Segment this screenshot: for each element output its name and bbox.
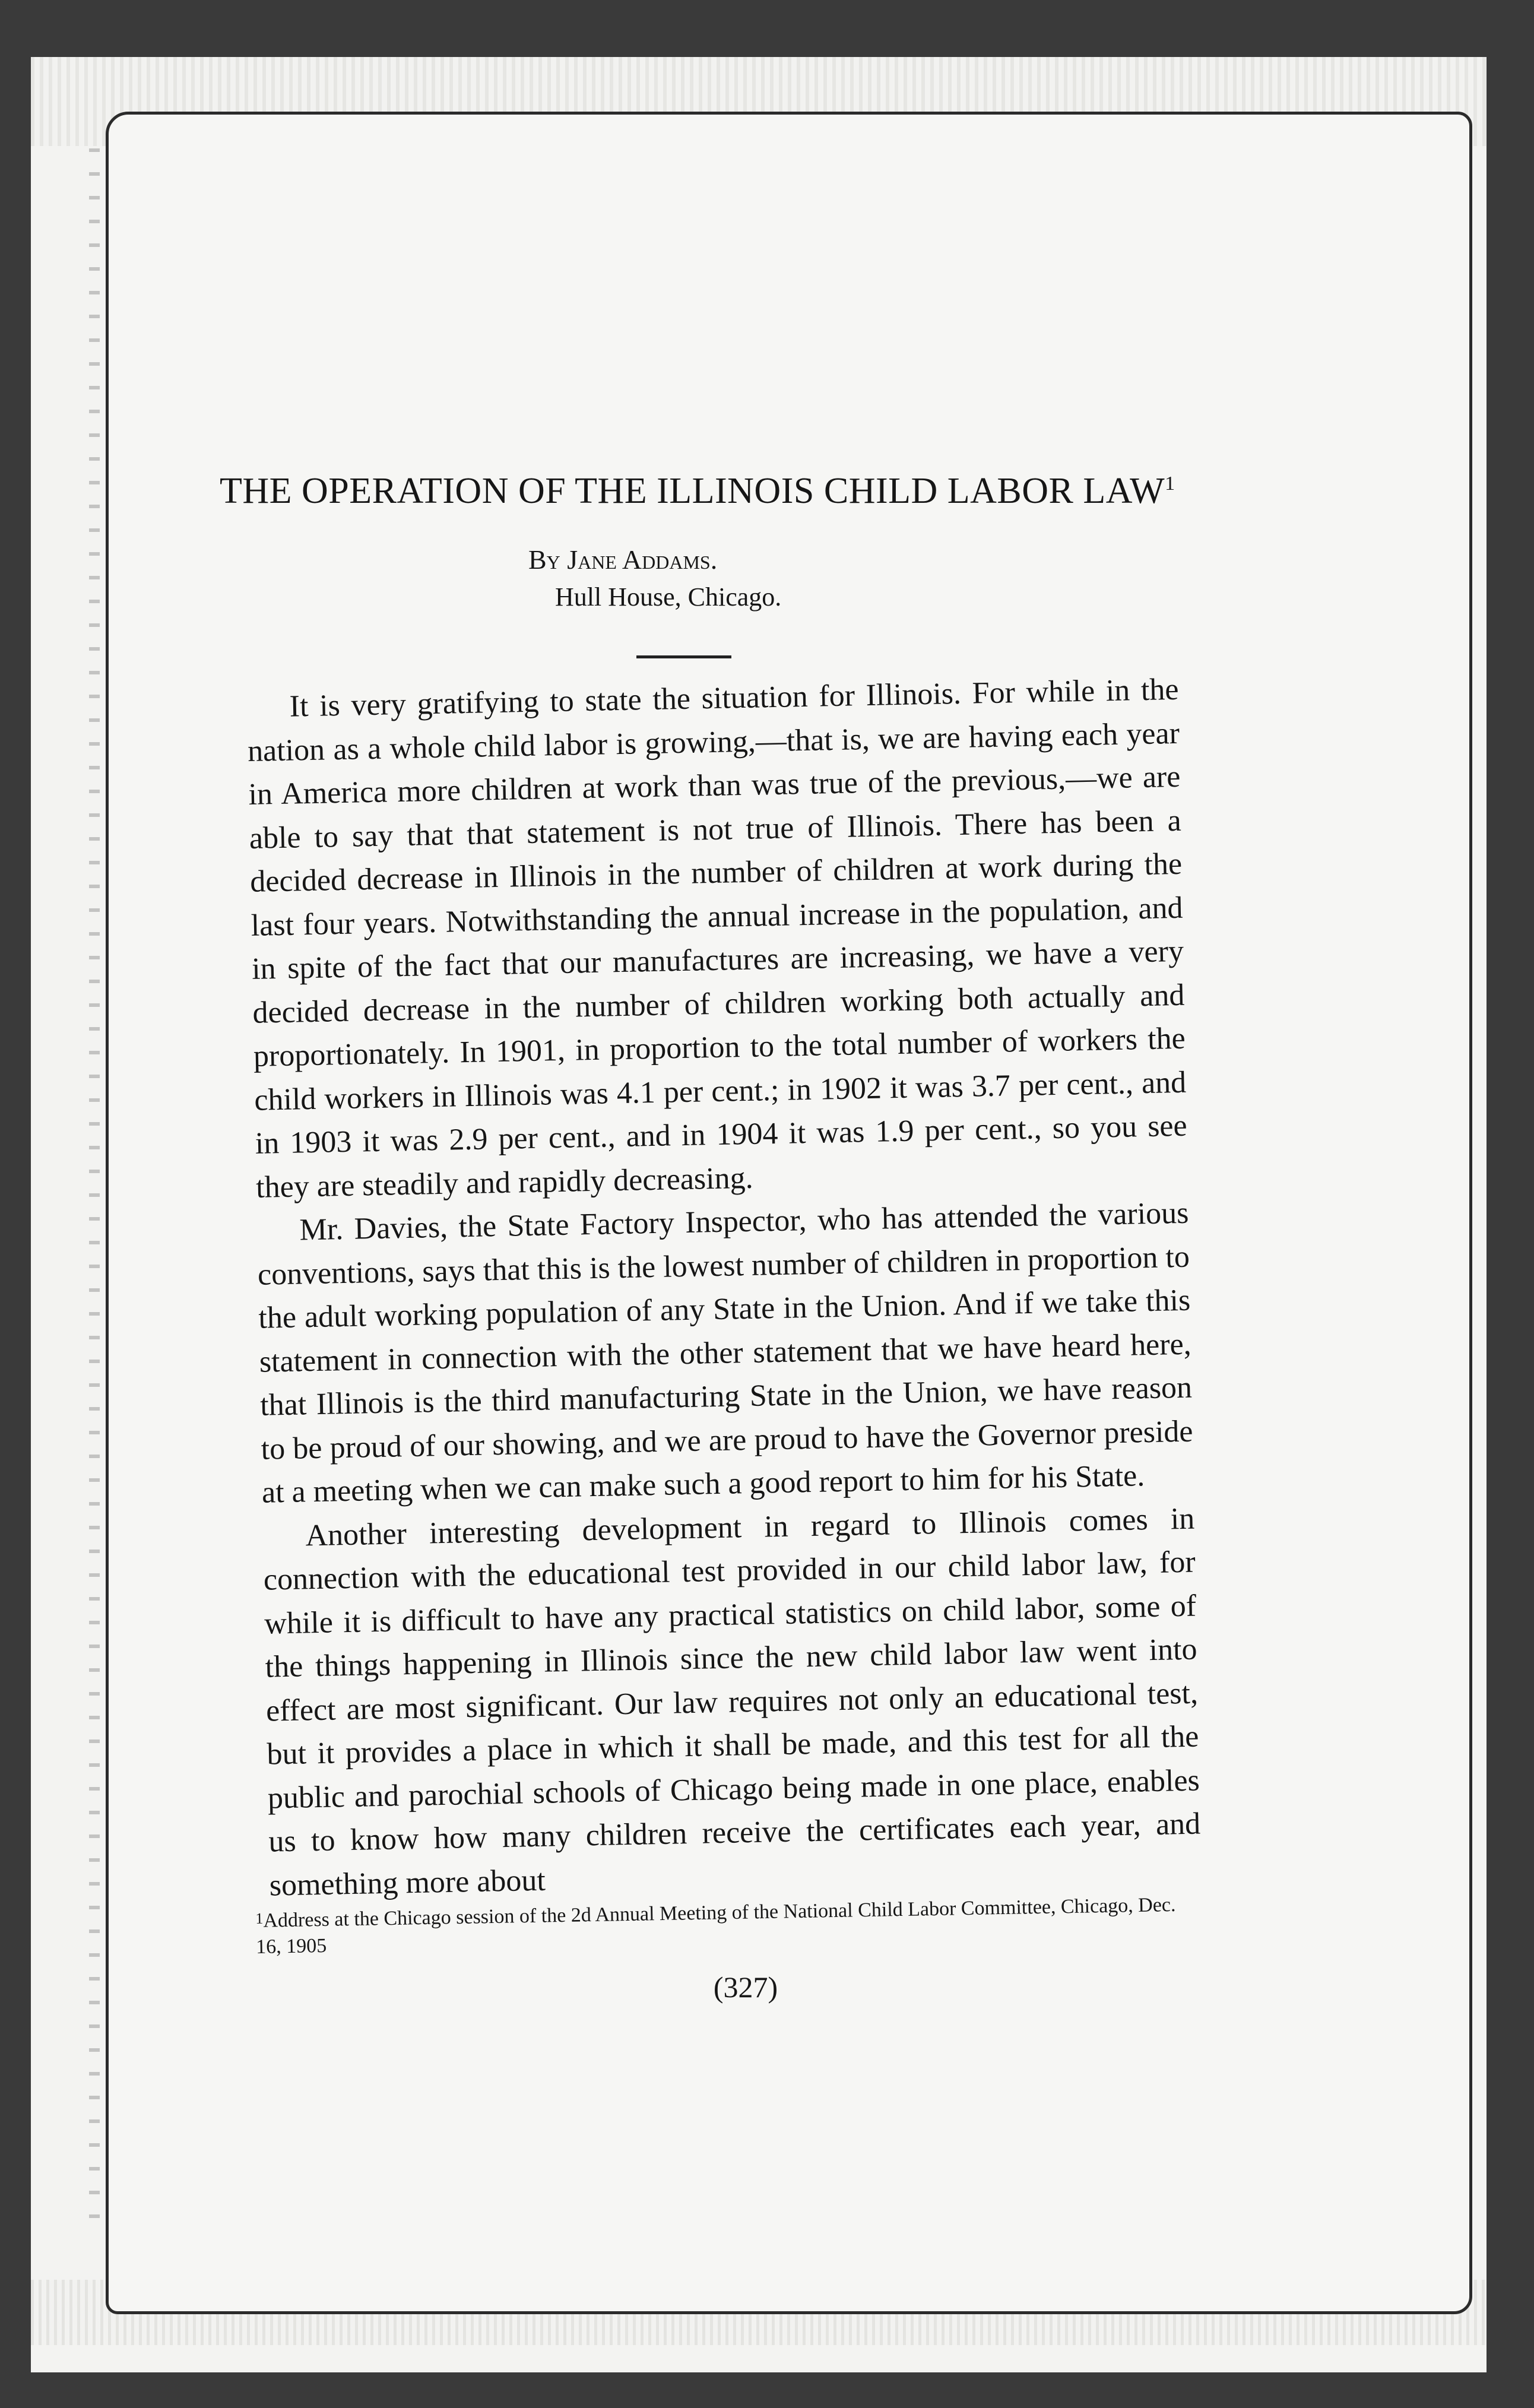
title-footnote-mark: 1 (1165, 473, 1175, 495)
footnote-mark: 1 (255, 1909, 264, 1927)
author-name: Jane Addams. (567, 544, 718, 575)
paragraph-3: Another interesting development in regard to Illinois comes in connection with the educational test provided in our child labor law, for while it is difficult to have any practical statistics on child labor, some of the things happening in Illinois since the new child labor law went into effect are most significant. Our law requires not only an educational test, but it provides a place in which it shall be made, and this test for all the public and parochial schools of Chicago being made in one place, enables us to know how many children receive the certificates each year, and something more about (263, 1501, 1201, 1903)
scan-speckle-left (89, 148, 100, 2226)
page-number: (327) (713, 1970, 778, 2004)
title-divider (636, 655, 731, 658)
footnote-text: Address at the Chicago session of the 2d Annual Meeting of the National Child Labor Committee, Chicago, Dec. 16, 1905 (255, 1893, 1176, 1958)
paragraph-2: Mr. Davies, the State Factory Inspector, who has attended the various conventions, says that this is the lowest number of children in proportion to the adult working population of any State in the Union. And if we take this statement in connection with the other statement that we have heard here, that Illinois is the third manufacturing State in the Union, we have reason to be proud of our showing, and we are proud to have the Governor preside at a meeting when we can make such a good report to him for his State. (257, 1196, 1193, 1510)
author-affiliation: Hull House, Chicago. (555, 582, 782, 611)
article-body (246, 668, 1202, 1908)
article-title-text: THE OPERATION OF THE ILLINOIS CHILD LABOR LAW (220, 471, 1165, 511)
article-title (220, 470, 1193, 512)
byline-prefix: By (528, 544, 560, 575)
author-byline (528, 544, 1003, 575)
paragraph-1: It is very gratifying to state the situation for Illinois. For while in the nation as a whole child labor is growing,—that is, we are having each year in America more children at work than was true of the previous,—we are able to say that that statement is not true of Illinois. There has been a decided decrease in Illinois in the number of children at work during the last four years. Notwithstanding the annual increase in the population, and in spite of the fact that our manufactures are increasing, we have a very decided decrease in the number of children working both actually and proportionately. In 1901, in proportion to the total number of workers the child workers in Illinois was 4.1 per cent.; in 1902 it was 3.7 per cent., and in 1903 it was 2.9 per cent., and in 1904 it was 1.9 per cent., so you see they are steadily and rapidly decreasing. (247, 672, 1188, 1205)
